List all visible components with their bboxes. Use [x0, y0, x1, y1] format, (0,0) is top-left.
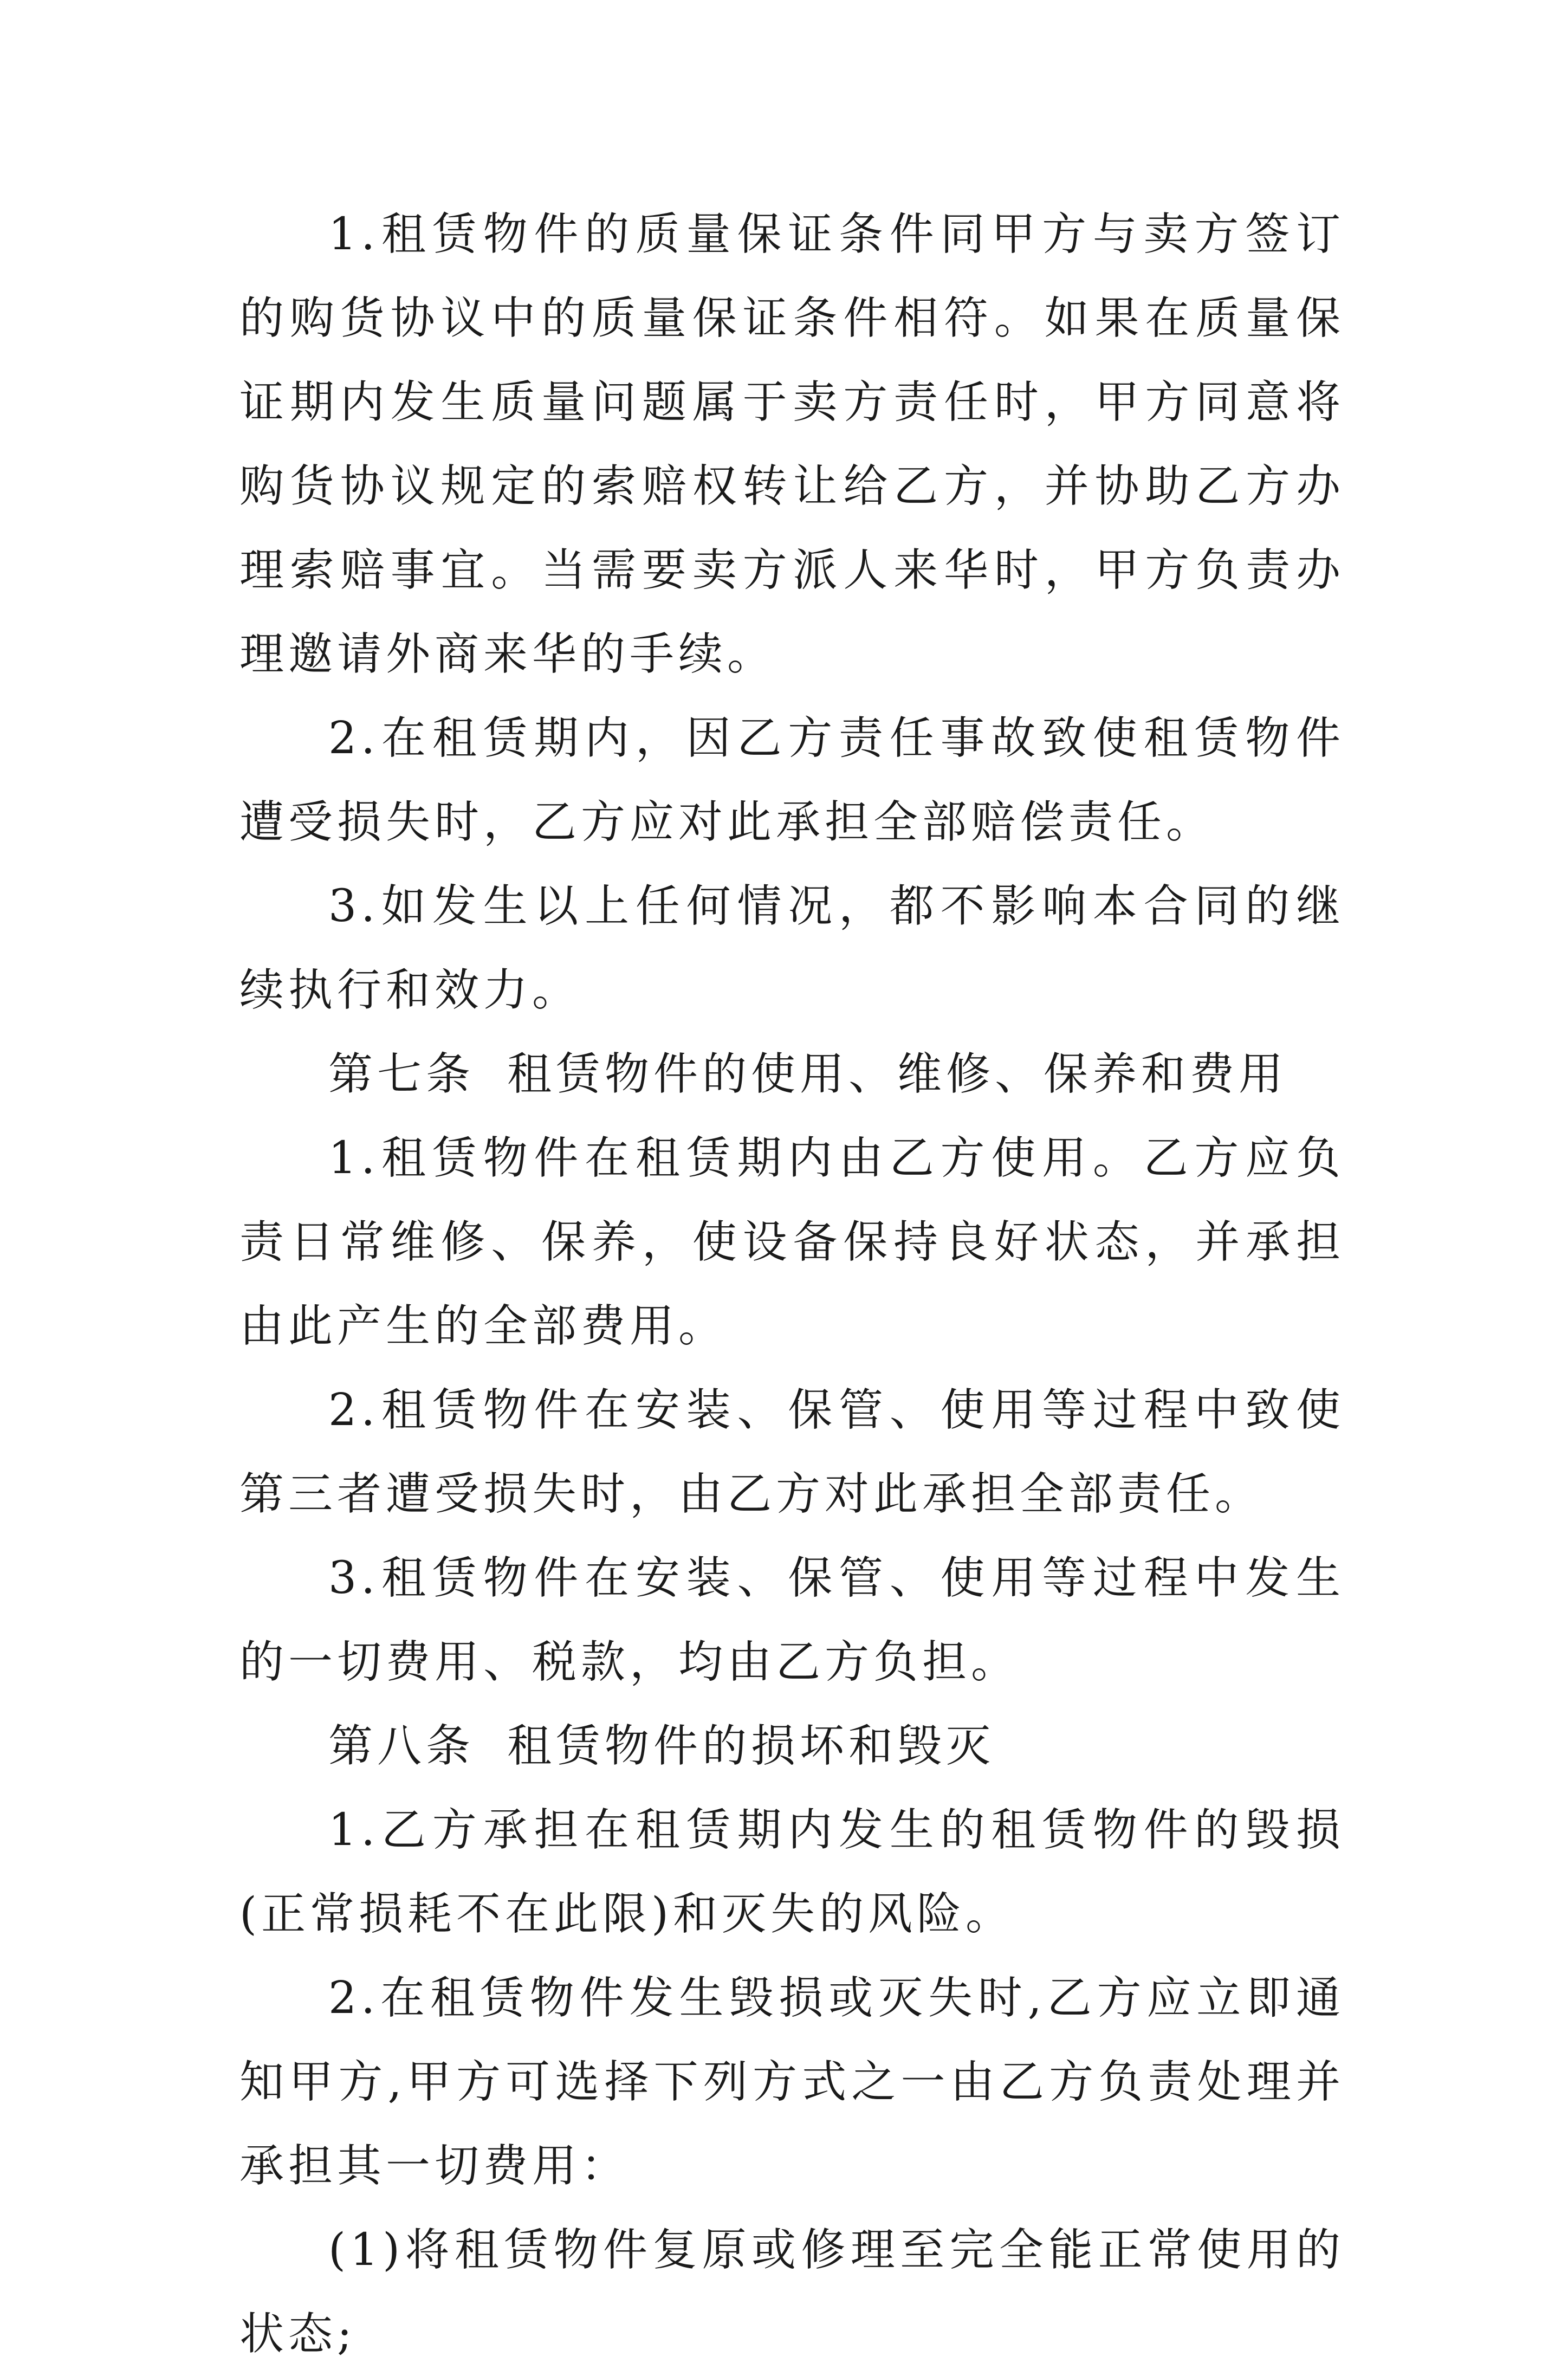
- article-title: 租赁物件的使用、维修、保养和费用: [507, 1048, 1288, 1100]
- paragraph: 2.租赁物件在安装、保管、使用等过程中致使第三者遭受损失时，由乙方对此承担全部责任。: [239, 1384, 1345, 1520]
- paragraph: 3.租赁物件在安装、保管、使用等过程中发生的一切费用、税款，均由乙方负担。: [239, 1552, 1345, 1688]
- paragraph: (1)将租赁物件复原或修理至完全能正常使用的状态;: [239, 2224, 1345, 2360]
- paragraph: 1.租赁物件的质量保证条件同甲方与卖方签订的购货协议中的质量保证条件相符。如果在质量保证期内发生质量问题属于卖方责任时，甲方同意将购货协议规定的索赔权转让给乙方，并协助乙方办理索赔事宜。当需要卖方派人来华时，甲方负责办理邀请外商来华的手续。: [239, 209, 1345, 680]
- document-body: [239, 192, 1345, 2376]
- article-heading: [239, 1704, 1345, 1788]
- article-title: 租赁物件的损坏和毁灭: [507, 1720, 995, 1772]
- paragraph: 1.租赁物件在租赁期内由乙方使用。乙方应负责日常维修、保养，使设备保持良好状态，并承担由此产生的全部费用。: [239, 1132, 1345, 1352]
- article-number: 第八条: [328, 1720, 475, 1772]
- paragraph: 1.乙方承担在租赁期内发生的租赁物件的毁损(正常损耗不在此限)和灭失的风险。: [239, 1804, 1345, 1940]
- paragraph: 2.在租赁期内，因乙方责任事故致使租赁物件遭受损失时，乙方应对此承担全部赔偿责任。: [239, 713, 1345, 848]
- article-number: 第七条: [328, 1048, 475, 1100]
- paragraph: 3.如发生以上任何情况，都不影响本合同的继续执行和效力。: [239, 881, 1345, 1016]
- article-heading: [239, 1032, 1345, 1116]
- paragraph: 2.在租赁物件发生毁损或灭失时,乙方应立即通知甲方,甲方可选择下列方式之一由乙方负责处理并承担其一切费用：: [239, 1972, 1345, 2192]
